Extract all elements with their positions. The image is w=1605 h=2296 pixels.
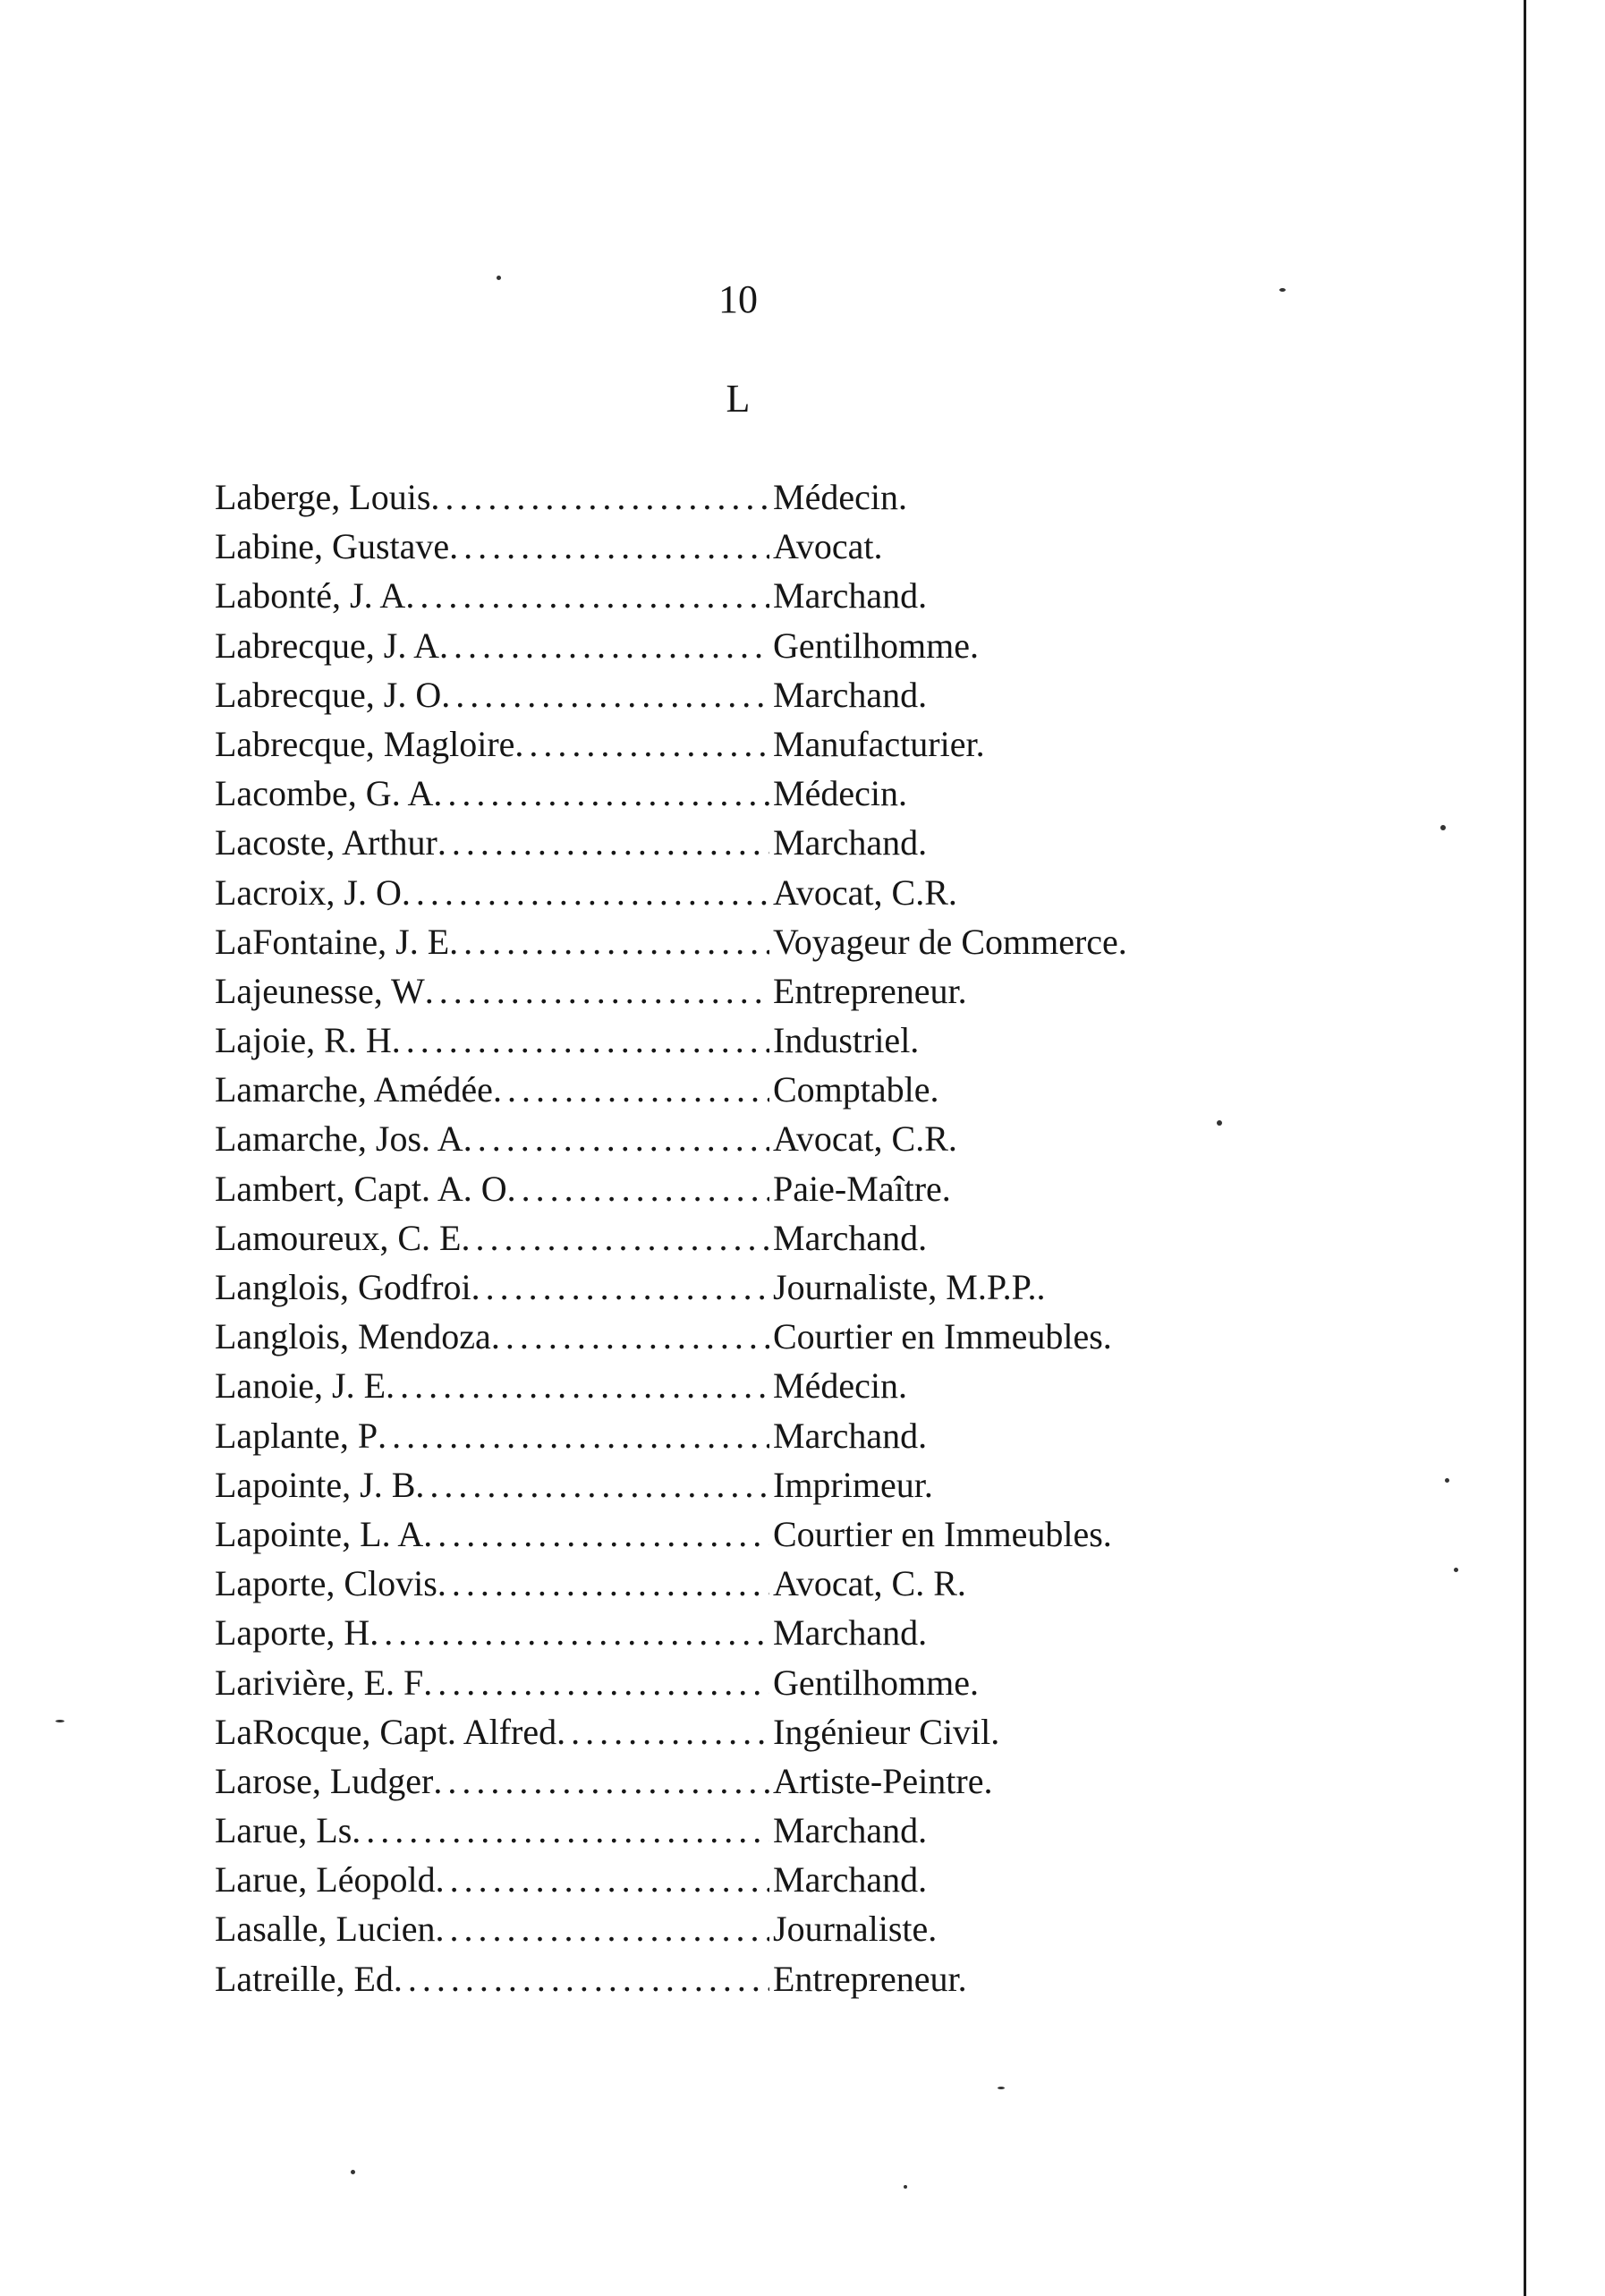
directory-list xyxy=(215,472,1253,2003)
leader-dots xyxy=(423,1509,769,1559)
leader-dots xyxy=(471,1263,769,1312)
entry-name: Laplante, P xyxy=(215,1415,378,1456)
directory-entry xyxy=(215,1608,1253,1657)
entry-name: Lacroix, J. O xyxy=(215,872,402,913)
directory-entry xyxy=(215,1460,1253,1509)
leader-dots xyxy=(433,1756,769,1806)
entry-name: Lajeunesse, W xyxy=(215,970,425,1011)
directory-entry xyxy=(215,522,1253,571)
scan-speck xyxy=(1454,1568,1458,1572)
leader-dots xyxy=(436,1904,769,1953)
leader-dots xyxy=(402,868,769,917)
entry-name: Lapointe, J. B xyxy=(215,1464,416,1505)
entry-name: Lambert, Capt. A. O xyxy=(215,1168,507,1209)
directory-entry xyxy=(215,1213,1253,1263)
scan-speck xyxy=(55,1720,64,1722)
directory-entry xyxy=(215,621,1253,670)
scan-speck xyxy=(351,2170,355,2174)
leader-dots xyxy=(352,1806,769,1855)
entry-occupation: Imprimeur. xyxy=(773,1464,933,1505)
entry-name: Lajoie, R. H xyxy=(215,1020,392,1061)
directory-entry xyxy=(215,1263,1253,1312)
entry-name: Larose, Ludger xyxy=(215,1760,434,1801)
leader-dots xyxy=(437,1559,769,1608)
entry-name: Lapointe, L. A xyxy=(215,1513,424,1554)
entry-occupation: Marchand. xyxy=(773,1612,928,1654)
entry-name: Lacoste, Arthur xyxy=(215,822,437,863)
directory-entry xyxy=(215,1756,1253,1806)
entry-occupation: Ingénieur Civil. xyxy=(773,1711,1000,1752)
entry-occupation: Manufacturier. xyxy=(773,723,985,764)
entry-occupation: Industriel. xyxy=(773,1020,920,1061)
directory-entry xyxy=(215,1361,1253,1410)
leader-dots xyxy=(556,1707,769,1756)
leader-dots xyxy=(449,917,769,966)
entry-occupation: Marchand. xyxy=(773,1217,928,1258)
leader-dots xyxy=(436,1855,769,1904)
directory-entry xyxy=(215,917,1253,966)
scan-speck xyxy=(998,2087,1005,2089)
leader-dots xyxy=(405,571,769,620)
directory-entry xyxy=(215,472,1253,522)
entry-name: Lamarche, Amédée xyxy=(215,1069,493,1110)
entry-name: Latreille, Ed xyxy=(215,1958,394,1999)
leader-dots xyxy=(430,472,769,522)
scan-speck xyxy=(497,276,501,280)
entry-name: LaFontaine, J. E xyxy=(215,921,450,962)
entry-occupation: Journaliste. xyxy=(773,1909,938,1950)
entry-occupation: Courtier en Immeubles. xyxy=(773,1513,1112,1554)
directory-entry xyxy=(215,1954,1253,2003)
entry-name: Larue, Ls xyxy=(215,1810,352,1851)
entry-occupation: Comptable. xyxy=(773,1069,939,1110)
leader-dots xyxy=(463,1114,769,1163)
entry-occupation: Entrepreneur. xyxy=(773,1958,967,1999)
entry-occupation: Marchand. xyxy=(773,1859,928,1901)
leader-dots xyxy=(462,1213,770,1263)
entry-occupation: Gentilhomme. xyxy=(773,1662,979,1703)
entry-name: Larivière, E. F xyxy=(215,1662,424,1703)
directory-entry xyxy=(215,1806,1253,1855)
leader-dots xyxy=(369,1608,769,1657)
entry-occupation: Marchand. xyxy=(773,674,928,715)
directory-entry xyxy=(215,1904,1253,1953)
directory-entry xyxy=(215,719,1253,769)
directory-entry xyxy=(215,1065,1253,1114)
entry-occupation: Avocat, C. R. xyxy=(773,1563,966,1604)
directory-entry xyxy=(215,1164,1253,1213)
entry-name: Labine, Gustave xyxy=(215,526,450,567)
leader-dots xyxy=(437,818,769,867)
entry-occupation: Médecin. xyxy=(773,1365,907,1407)
scan-speck xyxy=(904,2185,907,2189)
entry-occupation: Paie-Maître. xyxy=(773,1168,951,1209)
page-edge-rule xyxy=(1524,0,1526,2296)
leader-dots xyxy=(514,719,769,769)
leader-dots xyxy=(491,1312,769,1361)
entry-name: Lacombe, G. A xyxy=(215,773,434,814)
entry-occupation: Avocat. xyxy=(773,526,883,567)
leader-dots xyxy=(439,621,769,670)
section-letter: L xyxy=(726,377,751,421)
directory-entry xyxy=(215,1114,1253,1163)
entry-occupation: Courtier en Immeubles. xyxy=(773,1316,1112,1357)
directory-entry xyxy=(215,571,1253,620)
entry-occupation: Marchand. xyxy=(773,822,928,863)
directory-entry xyxy=(215,1707,1253,1756)
directory-entry xyxy=(215,1658,1253,1707)
page-number: 10 xyxy=(718,277,758,321)
entry-occupation: Marchand. xyxy=(773,575,928,617)
directory-entry xyxy=(215,670,1253,719)
entry-name: Lamoureux, C. E xyxy=(215,1217,462,1258)
entry-name: Labrecque, J. A xyxy=(215,625,440,666)
entry-name: Lasalle, Lucien xyxy=(215,1909,436,1950)
scan-speck xyxy=(1217,1120,1222,1126)
entry-name: LaRocque, Capt. Alfred xyxy=(215,1711,557,1752)
entry-occupation: Médecin. xyxy=(773,773,907,814)
leader-dots xyxy=(394,1954,769,2003)
entry-occupation: Journaliste, M.P.P.. xyxy=(773,1267,1046,1307)
directory-entry xyxy=(215,818,1253,867)
leader-dots xyxy=(386,1361,769,1410)
entry-name: Laporte, H xyxy=(215,1612,370,1654)
directory-entry xyxy=(215,1312,1253,1361)
entry-occupation: Gentilhomme. xyxy=(773,625,979,666)
entry-name: Laberge, Louis xyxy=(215,477,431,517)
leader-dots xyxy=(433,769,769,818)
directory-entry xyxy=(215,966,1253,1016)
leader-dots xyxy=(493,1065,769,1114)
scan-speck xyxy=(1440,825,1446,830)
entry-name: Labrecque, J. O xyxy=(215,674,442,715)
directory-entry xyxy=(215,1411,1253,1460)
entry-occupation: Médecin. xyxy=(773,477,907,517)
leader-dots xyxy=(425,966,769,1016)
scan-speck xyxy=(1445,1478,1449,1483)
leader-dots xyxy=(449,522,769,571)
entry-occupation: Marchand. xyxy=(773,1415,928,1456)
entry-occupation: Avocat, C.R. xyxy=(773,872,957,913)
entry-occupation: Entrepreneur. xyxy=(773,970,967,1011)
leader-dots xyxy=(415,1460,769,1509)
entry-name: Langlois, Mendoza xyxy=(215,1316,491,1357)
entry-name: Lanoie, J. E xyxy=(215,1365,386,1407)
directory-entry xyxy=(215,1509,1253,1559)
directory-entry xyxy=(215,1016,1253,1065)
entry-name: Labonté, J. A xyxy=(215,575,406,617)
leader-dots xyxy=(378,1411,769,1460)
entry-occupation: Voyageur de Commerce. xyxy=(773,921,1127,962)
entry-name: Langlois, Godfroi xyxy=(215,1267,471,1307)
entry-name: Labrecque, Magloire xyxy=(215,723,515,764)
entry-occupation: Avocat, C.R. xyxy=(773,1118,957,1160)
entry-name: Laporte, Clovis xyxy=(215,1563,437,1604)
leader-dots xyxy=(423,1658,769,1707)
entry-occupation: Artiste-Peintre. xyxy=(773,1760,993,1801)
leader-dots xyxy=(392,1016,769,1065)
directory-entry xyxy=(215,1855,1253,1904)
directory-entry xyxy=(215,868,1253,917)
directory-entry xyxy=(215,769,1253,818)
entry-name: Larue, Léopold xyxy=(215,1859,436,1901)
leader-dots xyxy=(507,1164,769,1213)
scan-speck xyxy=(1279,288,1286,292)
entry-occupation: Marchand. xyxy=(773,1810,928,1851)
directory-entry xyxy=(215,1559,1253,1608)
leader-dots xyxy=(441,670,769,719)
entry-name: Lamarche, Jos. A xyxy=(215,1118,463,1160)
